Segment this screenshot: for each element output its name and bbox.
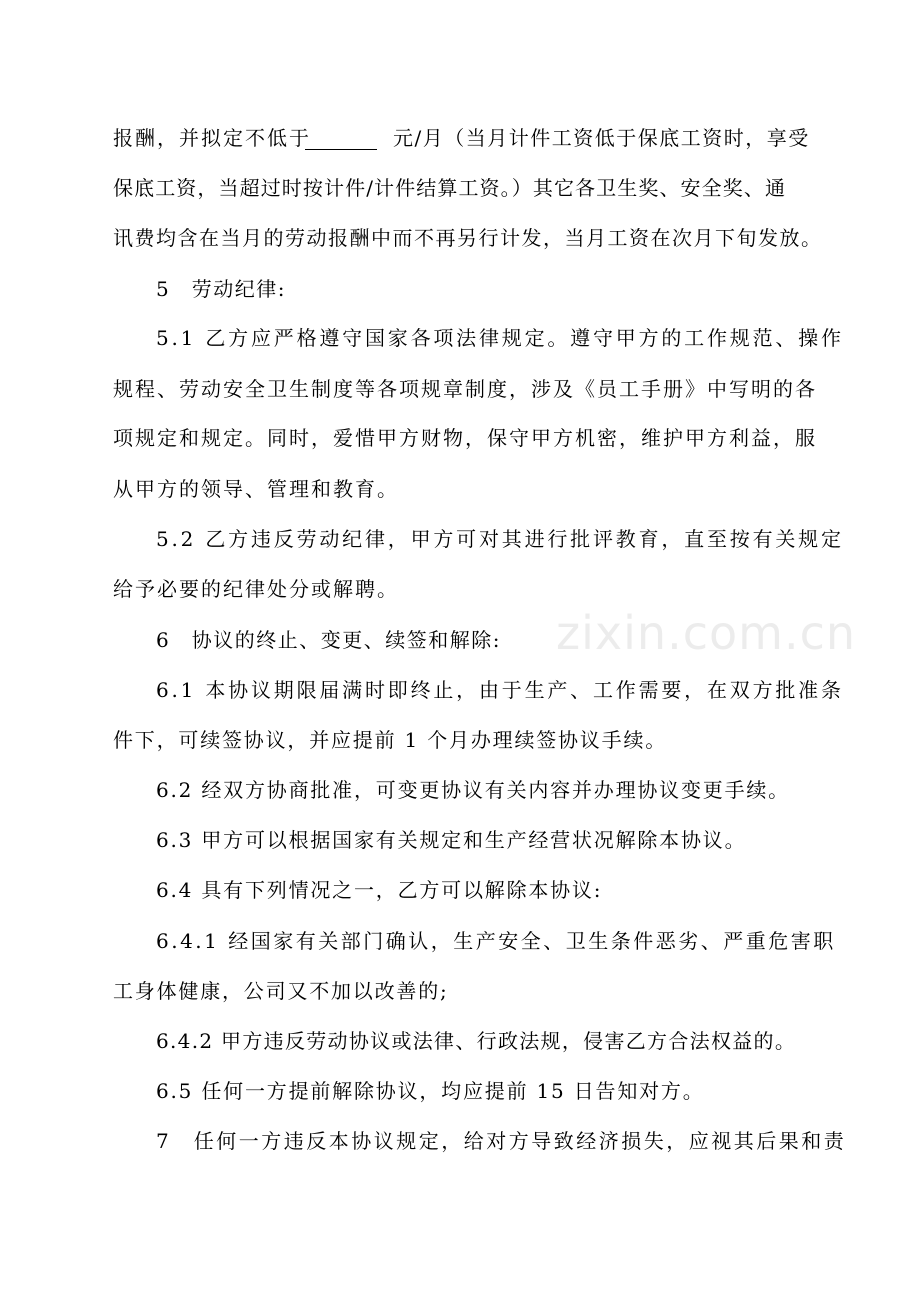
line-text: 规程、劳动安全卫生制度等各项规章制度，涉及《员工手册》中写明的各	[113, 377, 817, 401]
line-text: 项规定和规定。同时，爱惜甲方财物，保守甲方机密，维护甲方利益，服	[113, 426, 817, 450]
line-text: 5.2 乙方违反劳动纪律，甲方可对其进行批评教育，直至按有关规定	[156, 527, 844, 551]
line-text: 从甲方的领导、管理和教育。	[113, 477, 399, 501]
line-text: 6 协议的终止、变更、续签和解除:	[156, 628, 501, 652]
line-text: 7 任何一方违反本协议规定，给对方导致经济损失，应视其后果和责	[156, 1129, 847, 1153]
line-text: 6.4 具有下列情况之一，乙方可以解除本协议:	[156, 878, 603, 902]
line-text: 5 劳动纪律:	[156, 277, 286, 301]
line-text: 6.4.2 甲方违反劳动协议或法律、行政法规，侵害乙方合法权益的。	[156, 1029, 797, 1053]
line-text: 6.4.1 经国家有关部门确认，生产安全、卫生条件恶劣、严重危害职	[156, 929, 836, 953]
line-right: 元/月（当月计件工资低于保底工资时，享受	[393, 126, 810, 150]
line-text: 保底工资，当超过时按计件/计件结算工资。）其它各卫生奖、安全奖、通	[113, 176, 787, 200]
line-text: 6.2 经双方协商批准，可变更协议有关内容并办理协议变更手续。	[156, 778, 790, 802]
line-text: 6.1 本协议期限届满时即终止，由于生产、工作需要，在双方批准条	[156, 678, 844, 702]
line-text: 5.1 乙方应严格遵守国家各项法律规定。遵守甲方的工作规范、操作	[156, 326, 844, 350]
line-text: 6.5 任何一方提前解除协议，均应提前 15 日告知对方。	[156, 1079, 705, 1103]
line-text: 讯费均含在当月的劳动报酬中而不再另行计发，当月工资在次月下旬发放。	[113, 226, 823, 250]
watermark-logo: zixin.com.cn	[556, 606, 857, 660]
line-left: 报酬，并拟定不低于	[113, 126, 311, 150]
line-text: 工身体健康，公司又不加以改善的;	[113, 979, 449, 1003]
line-text: 给予必要的纪律处分或解聘。	[113, 577, 399, 601]
blank-underline	[305, 127, 377, 150]
line-text: 件下，可续签协议，并应提前 1 个月办理续签协议手续。	[113, 728, 668, 752]
line-text: 6.3 甲方可以根据国家有关规定和生产经营状况解除本协议。	[156, 828, 747, 852]
